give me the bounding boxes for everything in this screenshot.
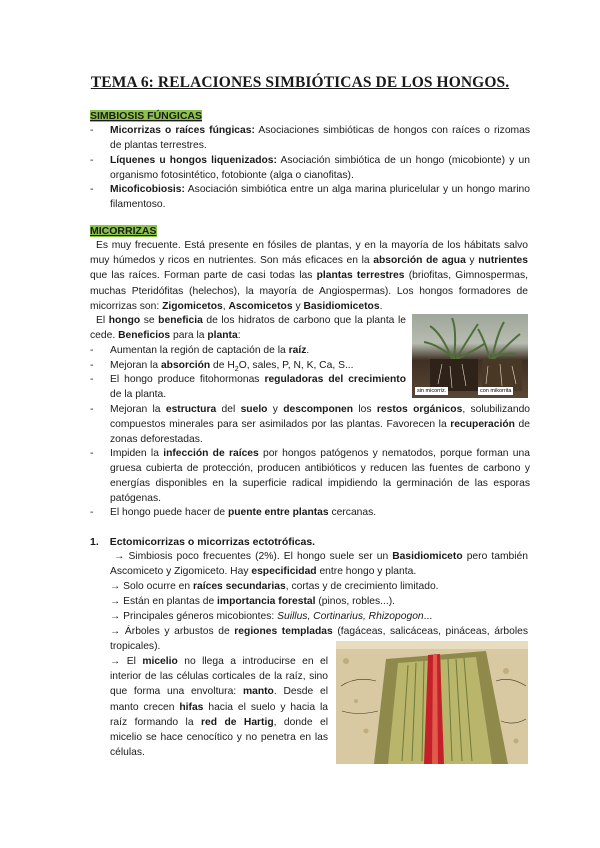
text-bold: hifas — [179, 701, 204, 713]
item-term: Micorrizas o raíces fúngicas: — [110, 125, 255, 136]
text-run: Mejoran la — [110, 360, 161, 371]
list-item — [90, 505, 530, 520]
photo-label-right: con mikorrita — [480, 388, 512, 394]
text-run: para la — [170, 330, 208, 342]
bullet-dash: - — [90, 155, 94, 166]
root-section-diagram — [336, 641, 528, 764]
text-run: → El — [110, 656, 143, 667]
text-bold: estructura — [165, 404, 217, 415]
text-run: Mejoran la — [110, 404, 166, 415]
heading-highlight: SIMBIOSIS FÚNGICAS — [90, 110, 203, 122]
bullet-dash: - — [90, 404, 94, 415]
text-bold: puente entre plantas — [227, 507, 329, 518]
text-run: no llega a introducirse en el interior de las células corticales de la raíz, sino que forma una envoltura: — [110, 656, 328, 698]
text-bold: micelio — [142, 656, 178, 667]
subscript: 2 — [234, 366, 239, 374]
bullet-dash: - — [90, 448, 94, 459]
text-bold: Zigomicetos — [162, 300, 223, 312]
text-run: Impiden la — [110, 448, 164, 459]
text-bold: plantas terrestres — [316, 270, 405, 282]
list-item — [90, 372, 530, 402]
text-run: que las raíces. Forman parte de casi todas las — [90, 270, 317, 282]
item-text: Asociaciones simbióticas de hongos con raíces o rizomas de plantas terrestres. — [110, 125, 530, 151]
heading-highlight: MICORRIZAS — [90, 225, 157, 237]
list-item — [90, 402, 530, 447]
text-run: El — [96, 315, 109, 326]
text-run: entre hongo y planta. — [316, 566, 417, 578]
list-item — [90, 343, 530, 358]
text-run: . — [306, 345, 310, 356]
text-run: y — [465, 255, 479, 267]
text-bold: absorción — [160, 360, 211, 371]
text-bold: Basidiomicetos — [303, 300, 380, 312]
text-run: (briofitas, Gimnospermas, muchas Pteridófitas (helechos), la mayoría de Angiospermas). Los hongos formadores de micorrizas son: — [90, 270, 528, 312]
text-bold: infección de raíces — [163, 448, 259, 459]
text-run: : — [237, 330, 241, 342]
text-run: (pinos, robles...). — [315, 596, 396, 607]
text-run: y — [267, 404, 284, 415]
item-term: Líquenes u hongos liquenizados: — [110, 155, 277, 166]
item-text: Asociación simbiótica entre un alga marina pluricelular y un hongo marino filamentoso. — [110, 184, 530, 210]
list-item — [90, 182, 530, 212]
subsection-number: 1. — [90, 536, 99, 548]
text-run: , cortas y de crecimiento limitado. — [285, 581, 439, 592]
text-run: → Principales géneros micobiontes: — [110, 611, 278, 622]
text-bold: hongo — [108, 315, 141, 326]
text-run: de zonas deforestadas. — [110, 419, 530, 445]
text-run: . — [379, 300, 383, 312]
ecto-line — [110, 609, 528, 624]
page-title: TEMA 6: RELACIONES SIMBIÓTICAS DE LOS HONGOS. — [90, 74, 510, 91]
text-bold: absorción de agua — [373, 255, 466, 267]
bullet-dash: - — [90, 345, 94, 356]
bullet-dash: - — [90, 374, 94, 385]
text-bold: raíces secundarias — [193, 581, 286, 592]
ecto-line — [110, 594, 528, 609]
section-heading-micorrizas — [90, 224, 157, 238]
text-run: Aumentan la región de captación de la — [110, 345, 289, 356]
text-run: del — [216, 404, 241, 415]
text-bold: red de Hartig — [200, 716, 274, 728]
text-bold: beneficia — [158, 315, 203, 326]
text-bold: Ascomicetos — [228, 300, 293, 312]
text-run: → Están en plantas de — [110, 596, 218, 607]
list-item — [90, 153, 530, 183]
bullet-dash: - — [90, 125, 94, 136]
text-bold: reguladoras del crecimiento — [264, 374, 407, 385]
text-run: de los hidratos de carbono que la planta le cede. — [90, 315, 406, 342]
list-item — [90, 123, 530, 153]
text-italic: Suillus, Cortinarius, Rhizopogon — [277, 611, 424, 622]
text-run: , solubilizando compuestos minerales para ser asimilados por las plantas. Favorecen la — [110, 404, 531, 430]
text-run: → Simbiosis poco frecuentes (2%). El hongo suele ser un — [114, 551, 393, 562]
text-run: El hongo puede hacer de — [110, 507, 228, 518]
text-bold: manto — [242, 686, 274, 698]
text-bold: importancia forestal — [217, 596, 316, 607]
text-run: pero también Ascomiceto y Zigomiceto. Hay — [110, 551, 528, 578]
bullet-dash: - — [90, 184, 94, 195]
item-term: Micoficobiosis: — [110, 184, 185, 195]
text-bold: regiones templadas — [234, 626, 333, 637]
text-run: El hongo produce fitohormonas — [110, 374, 265, 385]
text-run: ... — [423, 611, 433, 622]
text-run: de H — [210, 360, 235, 371]
text-run: los — [353, 404, 377, 415]
text-run: → Árboles y arbustos de — [110, 626, 235, 637]
text-bold: recuperación — [450, 419, 515, 430]
text-bold: planta — [207, 330, 238, 342]
text-run: , donde el micelio se hace cenocítico y no penetra en las células. — [110, 716, 329, 759]
paragraph-intro — [90, 238, 528, 314]
text-run: hacia el suelo y hacia la raíz formando la — [110, 701, 328, 728]
text-bold: raíz — [288, 345, 307, 356]
bullet-dash: - — [90, 507, 94, 518]
text-run: , — [222, 300, 229, 312]
text-bold: Basidiomiceto — [392, 551, 463, 562]
text-run: de la planta. — [110, 389, 167, 400]
text-bold: descomponen — [283, 404, 354, 415]
text-run: por hongos patógenos y nematodos, porque forman una gruesa cubierta de protección, producen antibióticos y reducen las fuentes de carbono y energías disponibles en la superficie radical impidiendo la germinación de las esporas patógenas. — [110, 448, 530, 504]
ecto-line — [110, 549, 528, 579]
bullet-dash: - — [90, 360, 94, 371]
list-item — [90, 446, 530, 506]
text-bold: Beneficios — [118, 330, 171, 342]
text-bold: restos orgánicos — [376, 404, 463, 415]
item-text: Asociación simbiótica de un hongo (micobionte) y un organismo fotosintético, fotobionte (alga o cianofitas). — [110, 155, 530, 181]
text-run: y — [292, 300, 304, 312]
text-bold: suelo — [240, 404, 268, 415]
text-run: . Desde el manto crecen — [110, 686, 328, 713]
ecto-line — [110, 654, 328, 760]
section-heading-simbiosis — [90, 109, 202, 123]
subsection-title: Ectomicorrizas o micorrizas ectotróficas. — [109, 536, 316, 548]
text-run: cercanas. — [328, 507, 377, 518]
text-run: O, sales, P, N, K, Ca, S... — [238, 360, 354, 371]
text-run: → Solo ocurre en — [110, 581, 193, 592]
paragraph-beneficios — [90, 313, 406, 343]
photo-label-left: sin micorriz. — [417, 388, 447, 394]
ecto-line — [110, 579, 528, 594]
subsection-heading — [90, 536, 315, 548]
text-bold: nutrientes — [478, 255, 529, 267]
text-bold: especificidad — [251, 566, 317, 578]
text-run: Es muy frecuente. Está presente en fósiles de plantas, y en la mayoría de los hábitats salvo muy húmedos y ricos en nutrientes. Son más eficaces en la — [90, 240, 528, 267]
text-run: (fagáceas, salicáceas, pináceas, árboles tropicales). — [110, 626, 529, 653]
text-run: se — [140, 315, 159, 326]
